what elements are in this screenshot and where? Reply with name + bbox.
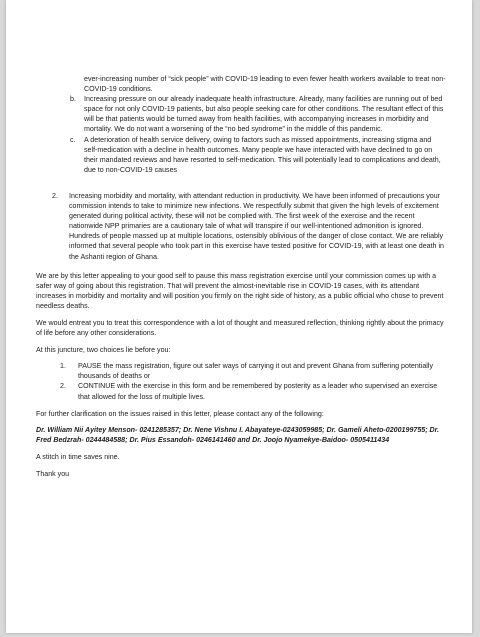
contacts-list: Dr. William Nii Ayitey Menson- 0241285357; Dr. Nene Vishnu I. Abayateye-0243059985; Dr. Gameli Aheto-0200199755; Dr. Fred Bedzrah- 0244484588; Dr. Pius Essandoh- 0246141460 and Dr. Joojo Nyamekye-Baidoo- 0505411434: [36, 425, 440, 444]
juncture-paragraph: At this juncture, two choices lie before you:: [36, 346, 171, 355]
choice-text: PAUSE the mass registration, figure out safer ways of carrying it out and prevent Ghana from suffering potentially thousands of deaths or: [78, 362, 433, 381]
closing-thanks: Thank you: [36, 470, 70, 478]
sub-item-marker: c.: [70, 135, 76, 144]
choice-marker: 2.: [60, 382, 66, 391]
choice-item: [36, 381, 446, 401]
point-marker: 2.: [52, 191, 58, 200]
point-text: Increasing morbidity and mortality, with attendant reduction in productivity. We have been informed of precautions your commission intends to take to minimize new infections. We respectfully submit that given the high levels of excitement generated during political activity, these will not be complied with. The first week of the exercise and the recent nationwide NPP primaries are a cautionary tale of what will transpire if our well-intentioned admonition is ignored. Hundreds of people massed up at multiple locations, ostensibly oblivious of the danger of close contact. We are reliably informed that several people who took part in this exercise have tested positive for COVID-19, with at least one death in the Ashanti region of Ghana.: [69, 191, 444, 261]
choices-list: [36, 361, 446, 401]
sub-item-text: Increasing pressure on our already inadequate health infrastructure. Already, many facilities are running out of bed space for not only COVID-19 patients, but also people seeking care for other conditions. The resultant effect of this will be that patients would be turned away from health facilities, with accompanying increases in morbidity and mortality. We do not want a worsening of the “no bed syndrome” in the middle of this pandemic.: [84, 95, 444, 134]
choice-marker: 1.: [60, 362, 66, 371]
letter-page: [6, 0, 472, 633]
appeal-paragraph: We are by this letter appealing to your good self to pause this mass registration exercise until your commission comes up with a safer way of going about this registration. That will prevent the almost-inevitable rise in COVID-19 cases, with its attendant increases in morbidity and mortality and will position you firmly on the right side of history, as a public official who chose to prevent needless deaths.: [36, 271, 444, 310]
sub-item-text: A deterioration of health service delivery, owing to factors such as missed appointments, increasing stigma and self-medication with a decline in health outcomes. Many people we have interacted with have declined to go on their mandated reviews and have resorted to self-medication. This will potentially lead to complications and death, due to non-COVID-19 causes: [84, 135, 441, 174]
numbered-point-2: [36, 191, 446, 262]
choice-item: [36, 361, 446, 381]
sub-item-marker: b.: [70, 95, 76, 104]
continued-paragraph: ever-increasing number of “sick people” with COVID-19 leading to even fewer health workers available to treat non- COVID-19 conditions.: [84, 75, 446, 94]
sub-item-b: [36, 94, 446, 134]
choice-text: CONTINUE with the exercise in this form and be remembered by posterity as a leader who supervised an exercise that allowed for the loss of multiple lives.: [78, 382, 438, 401]
further-paragraph: For further clarification on the issues raised in this letter, please contact any of the following:: [36, 409, 324, 418]
sub-item-c: [36, 135, 446, 175]
closing-proverb: A stitch in time saves nine.: [36, 452, 120, 461]
entreat-paragraph: We would entreat you to treat this correspondence with a lot of thought and measured reflection, thinking rightly about the primacy of life before any other considerations.: [36, 318, 444, 338]
letter-body: [36, 74, 446, 479]
